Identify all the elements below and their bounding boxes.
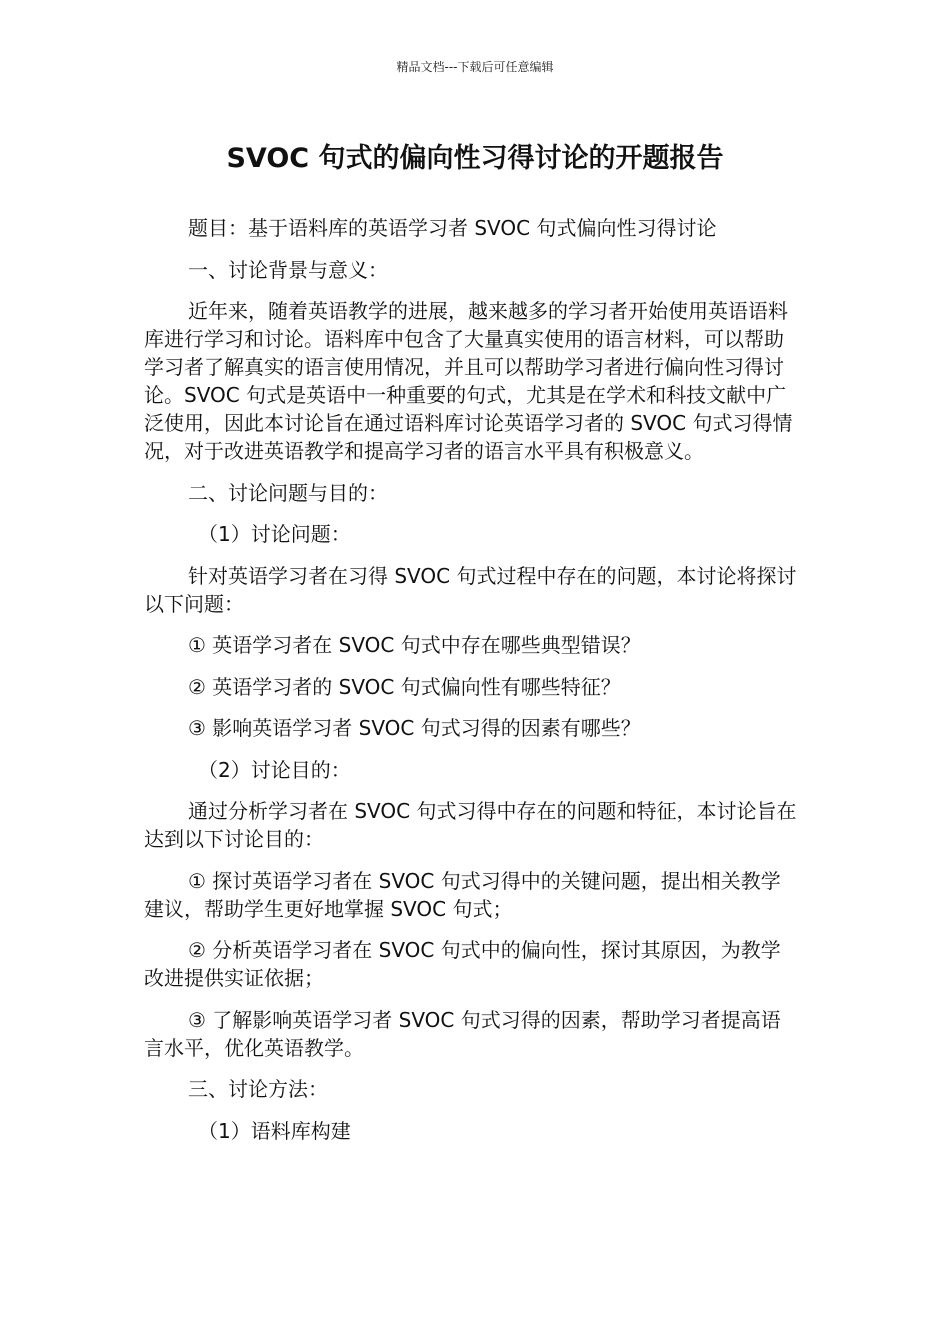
subheading-corpus-building: （1）语料库构建 xyxy=(198,1118,351,1143)
document-title: SVOC 句式的偏向性习得讨论的开题报告 xyxy=(226,143,724,174)
purpose-item-3: ③ 了解影响英语学习者 SVOC 句式习得的因素，帮助学习者提高语言水平，优化英语教学。 xyxy=(144,1007,781,1060)
question-item-1: ① 英语学习者在 SVOC 句式中存在哪些典型错误？ xyxy=(188,633,641,657)
question-item-3: ③ 影响英语学习者 SVOC 句式习得的因素有哪些？ xyxy=(188,716,641,740)
questions-intro-paragraph: 针对英语学习者在习得 SVOC 句式过程中存在的问题，本讨论将探讨以下问题： xyxy=(144,563,797,616)
section-heading-questions: 二、讨论问题与目的： xyxy=(188,480,388,505)
subheading-purpose: （2）讨论目的： xyxy=(198,757,351,782)
subheading-questions: （1）讨论问题： xyxy=(198,522,351,546)
topic-line: 题目：基于语料库的英语学习者 SVOC 句式偏向性习得讨论 xyxy=(188,216,717,240)
document-body xyxy=(144,214,798,1158)
purpose-item-2: ② 分析英语学习者在 SVOC 句式中的偏向性，探讨其原因，为教学改进提供实证依据； xyxy=(144,938,781,990)
purpose-intro-paragraph: 通过分析学习者在 SVOC 句式习得中存在的问题和特征，本讨论旨在达到以下讨论目的： xyxy=(144,799,797,851)
section-heading-methods: 三、讨论方法： xyxy=(188,1077,328,1101)
page-header-note: 精品文档---下载后可任意编辑 xyxy=(396,60,554,74)
background-paragraph: 近年来，随着英语教学的进展，越来越多的学习者开始使用英语语料库进行学习和讨论。语料库中包含了大量真实使用的语言材料，可以帮助学习者了解真实的语言使用情况，并且可以帮助学习者进行偏向性习得讨论。SVOC 句式是英语中一种重要的句式，尤其是在学术和科技文献中广泛使用，因此本讨论旨在通过语料库讨论英语学习者的 SVOC 句式习得情况，对于改进英语教学和提高学习者的语言水平具有积极意义。 xyxy=(144,299,793,463)
section-heading-background: 一、讨论背景与意义： xyxy=(188,257,388,282)
purpose-item-1: ① 探讨英语学习者在 SVOC 句式习得中的关键问题，提出相关教学建议，帮助学生更好地掌握 SVOC 句式； xyxy=(144,868,781,921)
question-item-2: ② 英语学习者的 SVOC 句式偏向性有哪些特征？ xyxy=(188,674,621,699)
